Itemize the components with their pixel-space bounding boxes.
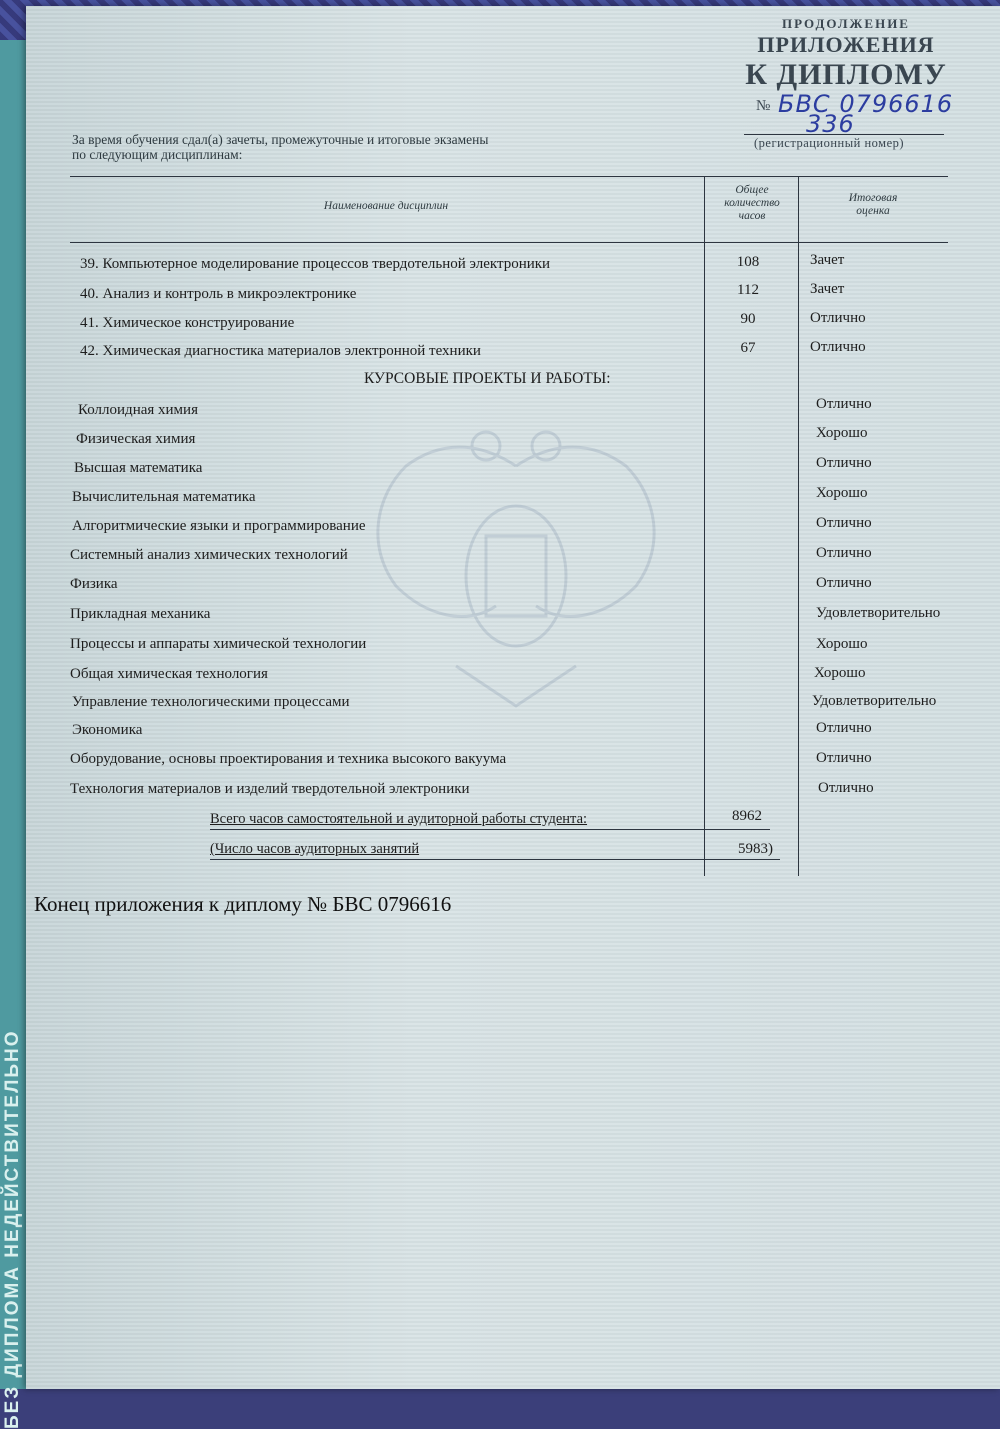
grade-header-line-1: Итоговая — [848, 192, 898, 204]
total-hours-label: Всего часов самостоятельной и аудиторной работы студента: — [210, 811, 588, 827]
course-grade: Отлично — [818, 780, 874, 796]
hours-column-left-rule — [704, 176, 705, 876]
header-line-1: ПРОДОЛЖЕНИЕ — [782, 16, 910, 31]
course-name: Процессы и аппараты химической технологии — [70, 636, 367, 652]
auditory-hours-underline — [210, 859, 780, 860]
course-grade: Отлично — [816, 515, 872, 531]
course-grade: Отлично — [816, 720, 872, 736]
discipline-column-header: Наименование дисциплин — [323, 200, 449, 212]
course-section-title: КУРСОВЫЕ ПРОЕКТЫ И РАБОТЫ: — [364, 370, 611, 387]
course-name: Физика — [70, 576, 118, 592]
hours-header-line-2: количество — [724, 197, 780, 209]
total-hours-value: 8962 — [732, 808, 762, 824]
discipline-number: 40. — [80, 286, 99, 302]
intro-line-1: За время обучения сдал(а) зачеты, промежуточные и итоговые экзамены — [72, 132, 489, 147]
diploma-supplement-page — [26, 6, 1000, 1389]
discipline-hours: 90 — [740, 311, 756, 327]
hours-header-line-1: Общее — [735, 184, 769, 196]
table-top-rule — [70, 176, 948, 177]
course-name: Системный анализ химических технологий — [70, 547, 348, 563]
registration-caption: (регистрационный номер) — [754, 136, 905, 150]
course-name: Прикладная механика — [70, 606, 211, 622]
course-grade: Хорошо — [816, 636, 868, 652]
intro-text — [72, 132, 692, 162]
diploma-number-row — [756, 90, 996, 130]
course-grade: Удовлетворительно — [812, 693, 937, 709]
course-grade: Отлично — [816, 396, 872, 412]
total-hours-underline — [210, 829, 770, 830]
discipline-grade: Зачет — [810, 281, 845, 297]
course-name: Управление технологическими процессами — [72, 694, 350, 710]
discipline-number: 41. — [80, 315, 99, 331]
course-name: Общая химическая технология — [70, 666, 268, 682]
course-name: Коллоидная химия — [78, 402, 198, 418]
discipline-hours: 67 — [740, 340, 756, 356]
course-grade: Хорошо — [816, 485, 868, 501]
course-name: Вычислительная математика — [72, 489, 256, 505]
course-grade: Отлично — [816, 750, 872, 766]
discipline-name: Химическое конструирование — [102, 315, 295, 331]
discipline-grade: Отлично — [810, 339, 866, 355]
header-block — [726, 16, 966, 92]
intro-line-2: по следующим дисциплинам: — [72, 147, 243, 162]
course-name: Алгоритмические языки и программирование — [72, 518, 366, 534]
course-name: Физическая химия — [76, 431, 196, 447]
discipline-hours: 112 — [737, 282, 759, 298]
discipline-grade: Зачет — [810, 252, 845, 268]
hours-column-right-rule — [798, 176, 799, 876]
course-name: Технология материалов и изделий твердотельной электроники — [70, 781, 470, 797]
course-grade: Удовлетворительно — [816, 605, 941, 621]
discipline-number: 42. — [80, 343, 99, 359]
discipline-grade: Отлично — [810, 310, 866, 326]
cover-strip-text: БЕЗ ДИПЛОМА НЕДЕЙСТВИТЕЛЬНО — [2, 1029, 23, 1429]
course-name: Экономика — [72, 722, 143, 738]
course-grade: Отлично — [816, 455, 872, 471]
table-header-bottom-rule — [70, 242, 948, 243]
grade-header-line-2: оценка — [856, 205, 890, 217]
course-grade: Отлично — [816, 575, 872, 591]
hours-header-line-3: часов — [738, 210, 766, 222]
auditory-hours-value: 5983) — [738, 841, 773, 857]
discipline-name: Анализ и контроль в микроэлектронике — [102, 286, 357, 302]
diploma-series-number: БВС 0796616 — [778, 90, 954, 118]
number-prefix: № — [756, 98, 771, 114]
course-name: Оборудование, основы проектирования и техника высокого вакуума — [70, 751, 507, 767]
coat-of-arms-watermark-icon — [336, 406, 696, 726]
registration-number: 336 — [806, 110, 855, 138]
header-line-2: ПРИЛОЖЕНИЯ — [757, 32, 935, 57]
supplement-end-text: Конец приложения к диплому № БВС 0796616 — [34, 892, 452, 916]
discipline-name: Химическая диагностика материалов электронной техники — [102, 343, 481, 359]
header-line-3: К ДИПЛОМУ — [745, 58, 947, 91]
course-grade: Хорошо — [816, 425, 868, 441]
course-grade: Хорошо — [814, 665, 866, 681]
course-grade: Отлично — [816, 545, 872, 561]
auditory-hours-label: (Число часов аудиторных занятий — [210, 841, 420, 857]
discipline-name: Компьютерное моделирование процессов твердотельной электроники — [102, 256, 551, 272]
hours-column-header — [708, 184, 796, 223]
grade-column-header — [806, 192, 940, 218]
discipline-hours: 108 — [736, 254, 760, 270]
discipline-number: 39. — [80, 256, 99, 272]
course-name: Высшая математика — [74, 460, 203, 476]
